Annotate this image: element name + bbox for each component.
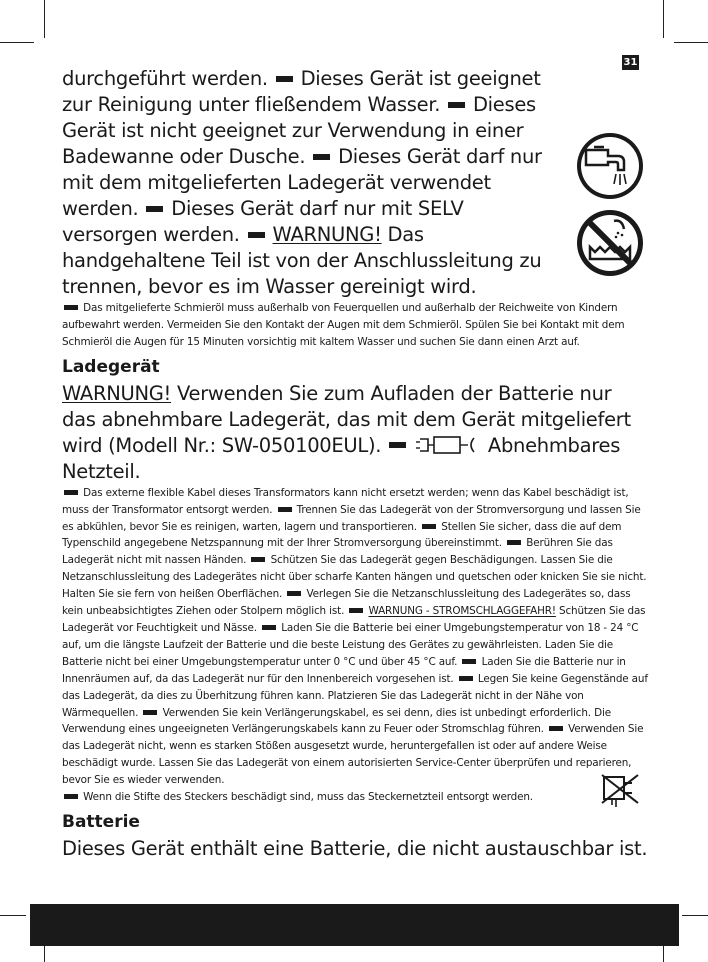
heading-charger: Ladegerät: [62, 356, 160, 377]
text-voltage: Stellen Sie sicher, dass die auf dem Typenschild angegebene Netzspannung mit der Ihrer Stromversorgung übereinstimmt.: [62, 520, 622, 550]
bullet-square-icon: [422, 524, 436, 529]
text-lubricant: Das mitgelieferte Schmieröl muss außerhalb von Feuerquellen und außerhalb der Reichweite von Kindern aufbewahrt werden. Vermeiden Sie den Kontakt der Augen mit dem Schmieröl. Spülen Sie bei Kontakt mit dem Schmieröl die Augen für 15 Minuten vorsichtig mit kaltem Wasser und suchen Sie dann einen Arzt auf.: [62, 302, 625, 348]
bullet-square-icon: [448, 102, 465, 108]
detachable-power-supply-icon: [416, 435, 480, 455]
bullet-square-icon: [64, 305, 78, 310]
text-charger-model: Verwenden Sie zum Aufladen der Batterie nur das abnehmbare Ladegerät, das mit dem Gerät mitgeliefert wird (Modell Nr.: SW-050100EUL).: [62, 381, 631, 457]
bullet-square-icon: [64, 794, 78, 799]
bullet-square-icon: [389, 442, 406, 448]
warning-label: WARNUNG!: [62, 381, 172, 405]
bullet-square-icon: [262, 625, 276, 630]
text-moisture: Schützen Sie das Ladegerät vor Feuchtigkeit und Nässe.: [62, 605, 646, 634]
charger-instructions: [62, 485, 648, 789]
text-damaged-charger: Verwenden Sie das Ladegerät nicht, wenn es starken Stößen ausgesetzt wurde, heruntergefallen ist oder auf andere Weise beschädigt wurde. Lassen Sie das Ladegerät von einem autorisierten Service-Center überprüfen und reparieren, bevor Sie es wieder verwenden.: [62, 723, 644, 787]
text-continuation: durchgeführt werden.: [62, 67, 268, 90]
bullet-square-icon: [276, 76, 293, 82]
text-detachable-supply: Abnehmbares Netzteil.: [62, 433, 621, 483]
text-overheating: Legen Sie keine Gegenstände auf das Ladegerät, da dies zu Überhitzung führen kann. Platzieren Sie das Ladegerät nicht in der Nähe von Wärmequellen.: [62, 672, 648, 719]
bullet-square-icon: [549, 726, 563, 731]
heading-battery: Batterie: [62, 811, 140, 832]
page-content: [62, 66, 648, 862]
bullet-square-icon: [251, 557, 265, 562]
bullet-square-icon: [143, 710, 157, 715]
text-extension-cable: Verwenden Sie kein Verlängerungskabel, es sei denn, dies ist unbedingt erforderlich. Die Verwendung eines ungeeigneten Verlängerungskabels kann zu Feuer oder Stromschlag führen.: [62, 706, 611, 736]
text-cable: Das externe flexible Kabel dieses Transformators kann nicht ersetzt werden; wenn das Kabel beschädigt ist, muss der Transformator entsorgt werden.: [62, 486, 629, 516]
text-selv: Dieses Gerät darf nur mit SELV versorgen werden.: [62, 197, 464, 246]
charger-warning: [62, 381, 648, 485]
text-disconnect-charger: Trennen Sie das Ladegerät von der Stromversorgung und lassen Sie es abkühlen, bevor Sie es reinigen, warten, lagern und transportieren.: [62, 503, 641, 533]
warning-label: WARNUNG!: [272, 223, 382, 246]
text-running-water: Dieses Gerät ist geeignet zur Reinigung unter fließendem Wasser.: [62, 67, 541, 116]
plug-note: [62, 789, 582, 806]
bullet-square-icon: [462, 659, 476, 664]
crop-mark: [0, 915, 26, 916]
text-disconnect: Das handgehaltene Teil ist von der Anschlussleitung zu trennen, bevor es im Wasser gereinigt wird.: [62, 223, 542, 298]
bullet-square-icon: [278, 507, 292, 512]
text-no-bathtub: Dieses Gerät ist nicht geeignet zur Verwendung in einer Badewanne oder Dusche.: [62, 93, 536, 168]
bullet-square-icon: [287, 591, 301, 596]
crop-mark: [663, 0, 664, 38]
page-number: 31: [623, 57, 638, 68]
bullet-square-icon: [507, 540, 521, 545]
battery-text: Dieses Gerät enthält eine Batterie, die nicht austauschbar ist.: [62, 836, 648, 860]
bullet-square-icon: [459, 676, 473, 681]
safety-block: [62, 66, 562, 300]
crop-mark: [674, 42, 708, 43]
bullet-square-icon: [313, 154, 330, 160]
bullet-square-icon: [146, 206, 163, 212]
bullet-square-icon: [349, 608, 363, 613]
footer-bar: [30, 904, 679, 946]
text-wet-hands: Berühren Sie das Ladegerät nicht mit nassen Händen.: [62, 537, 613, 567]
text-protect-damage: Schützen Sie das Ladegerät gegen Beschädigungen. Lassen Sie die Netzanschlussleitung des Ladegerätes nicht über scharfe Kanten hängen und quetschen oder knicken Sie sie nicht. Halten Sie sie fern von heißen Oberflächen.: [62, 554, 647, 601]
text-temperature: Laden Sie die Batterie bei einer Umgebungstemperatur von 18 - 24 °C auf, um die längste Laufzeit der Batterie und die beste Leistung des Gerätes zu gewährleisten. Laden Sie die Batterie nicht bei einer Umgebungstemperatur unter 0 °C und über 45 °C auf.: [62, 621, 639, 668]
damaged-plug-dispose-icon: [598, 771, 642, 811]
crop-mark: [682, 915, 708, 916]
lubricant-note: [62, 300, 648, 351]
bullet-square-icon: [64, 490, 78, 495]
text-plug-pins: Wenn die Stifte des Steckers beschädigt sind, muss das Steckernetzteil entsorgt werden.: [83, 791, 533, 804]
text-indoor: Laden Sie die Batterie nur in Innenräumen auf, da das Ladegerät nur für den Innenbereich vorgesehen ist.: [62, 655, 626, 685]
text-supplied-charger: Dieses Gerät darf nur mit dem mitgelieferten Ladegerät verwendet werden.: [62, 145, 542, 220]
crop-mark: [0, 42, 34, 43]
bullet-square-icon: [248, 232, 265, 238]
warning-shock-label: WARNUNG - STROMSCHLAGGEFAHR!: [368, 605, 556, 618]
crop-mark: [44, 0, 45, 38]
text-route-cable: Verlegen Sie die Netzanschlussleitung des Ladegerätes so, dass kein unbeabsichtigtes Ziehen oder Stolpern möglich ist.: [62, 588, 631, 618]
